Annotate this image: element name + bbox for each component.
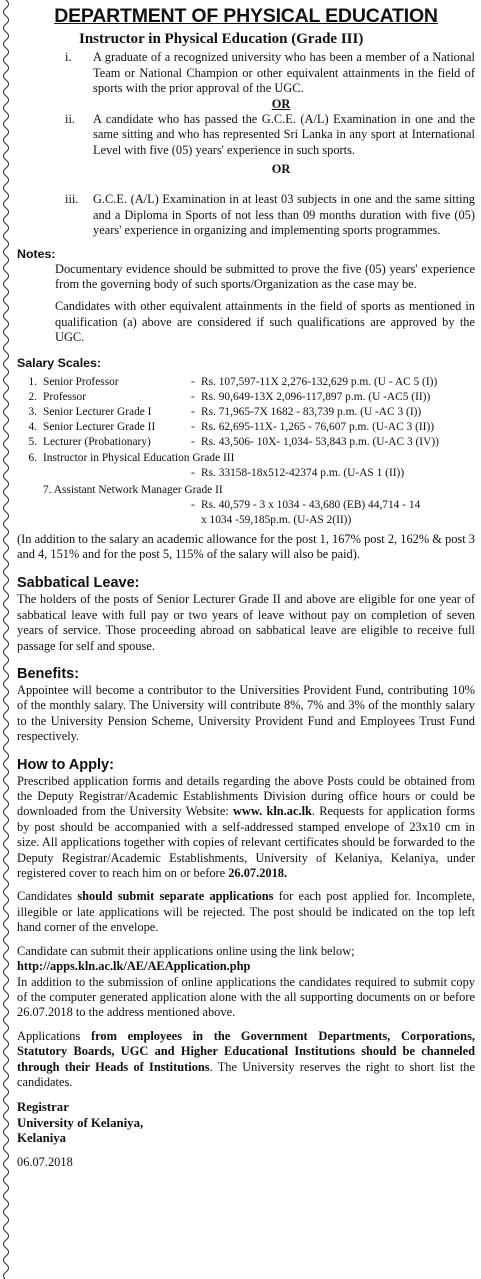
salary-row: 3. Senior Lecturer Grade I - Rs. 71,965-7X 1682 - 83,739 p.m. (U -AC 3 (I))	[28, 405, 422, 418]
salary-row-continued: x 1034 -59,185p.m. (U-AS 2(II))	[201, 514, 352, 527]
university-website: www. kln.ac.lk	[232, 804, 312, 819]
or-separator: OR	[271, 162, 291, 176]
post-title: Instructor in Physical Education (Grade III)	[79, 31, 364, 47]
signatory-institution: University of Kelaniya,	[17, 1115, 144, 1130]
allowance-note: (In addition to the salary an academic allowance for the post 1, 167% post 2, 162% & post 3 and 4, 151% and for the post 5, 115% of the salary will also be paid).	[17, 531, 475, 561]
sabbatical-paragraph: The holders of the posts of Senior Lecturer Grade II and above are eligible for one year of sabbatical leave with full pay or two years of leave without pay on completion of seven years of service. Those proceeding abroad on sabbatical leave are eligible to receive full passage for self and spouse.	[17, 592, 475, 653]
department-title: DEPARTMENT OF PHYSICAL EDUCATION	[54, 5, 438, 27]
salary-row: 4. Senior Lecturer Grade II - Rs. 62,695-11X- 1,265 - 76,607 p.m. (U-AC 3 (II))	[28, 421, 435, 434]
salary-row: 5. Lecturer (Probationary) - Rs. 43,506- 10X- 1,034- 53,843 p.m. (U-AC 3 (IV))	[28, 436, 439, 449]
how-to-apply-heading: How to Apply:	[17, 756, 114, 773]
signatory-city: Kelaniya	[17, 1131, 67, 1146]
signature-block	[17, 1100, 475, 1147]
benefits-heading: Benefits:	[17, 666, 80, 682]
application-link: http://apps.kln.ac.lk/AE/AEApplication.php	[17, 959, 251, 974]
note-paragraph: Candidates with other equivalent attainments in the field of sports as mentioned in qualification (a) above are considered if such qualifications are approved by the UGC.	[55, 299, 475, 345]
salary-row: 6. Instructor in Physical Education Grade III	[28, 451, 235, 464]
page-border-decoration	[0, 0, 12, 1279]
apply-paragraph: Candidates should submit separate applications for each post applied for. Incomplete, illegible or late applications will be rejected. The post should be indicated on the top left hand corner of the envelope.	[17, 889, 476, 935]
sabbatical-heading: Sabbatical Leave:	[17, 575, 140, 592]
document-date: 06.07.2018	[17, 1154, 73, 1169]
salary-row: 7. Assistant Network Manager Grade II	[43, 483, 223, 496]
salary-row-continued: - Rs. 33158-18x512-42374 p.m. (U-AS 1 (II))	[191, 466, 405, 479]
salary-row: 1. Senior Professor - Rs. 107,597-11X 2,276-132,629 p.m. (U - AC 5 (I))	[28, 375, 438, 388]
or-separator: OR	[271, 96, 291, 111]
requirement-item: i. A graduate of a recognized university who has been a member of a National Team or National Champion or other equivalent attainments in the field of sports with the prior approval of the UGC.	[65, 50, 475, 95]
salary-row: 2. Professor - Rs. 90,649-13X 2,096-117,897 p.m. (U -AC5 (II))	[28, 390, 431, 403]
apply-paragraph: Applications from employees in the Government Departments, Corporations, Statutory Boards, UGC and Higher Educational Institutions should be channeled through their Heads of Institutions. The University reserves the right to short list the candidates.	[17, 1028, 475, 1089]
requirement-item: iii. G.C.E. (A/L) Examination in at least 03 subjects in one and the same sitting and a Diploma in Sports of not less than 09 months duration with five (05) years' experience in organizing and implementing sports programmes.	[65, 192, 475, 237]
advertisement-document	[17, 4, 475, 1170]
requirement-item: ii. A candidate who has passed the G.C.E. (A/L) Examination in one and the same sitting and who has represented Sri Lanka in any sport at International Level with five (05) years' experience in such sports.	[65, 111, 475, 157]
notes-heading: Notes:	[17, 246, 56, 261]
apply-paragraph: In addition to the submission of online applications the candidates required to submit copy of the computer generated application alone with the all supporting documents on or before 26.07.2018 to the address mentioned above.	[17, 974, 475, 1020]
salary-table	[17, 375, 475, 529]
note-paragraph: Documentary evidence should be submitted to prove the five (05) years' experience from the governing body of such sports/Organization as the case may be.	[55, 261, 475, 291]
apply-paragraph: Prescribed application forms and details regarding the above Posts could be obtained from the Deputy Registrar/Academic Establishments Division during office hours or could be downloaded from the University Website: www. kln.ac.lk. Requests for application forms by post should be accompanied with a self-addressed stamped envelope of 23x10 cm in size. All applications together with copies of relevant certificates should be forwarded to the Deputy Registrar/Academic Establishments, University of Kelaniya, Kelaniya, under registered cover to reach him on or before 26.07.2018.	[17, 773, 475, 881]
closing-date: 26.07.2018.	[228, 866, 288, 881]
benefits-paragraph: Appointee will become a contributor to the Universities Provident Fund, contributing 10% of the monthly salary. The University will contribute 8%, 7% and 3% of the monthly salary to the University Pension Scheme, University Provident Fund and Employees Trust Fund respectively.	[17, 683, 475, 744]
salary-row-continued: - Rs. 40,579 - 3 x 1034 - 43,680 (EB) 44,714 - 14	[191, 499, 421, 512]
salary-heading: Salary Scales:	[17, 355, 102, 370]
signatory-title: Registrar	[17, 1100, 69, 1115]
apply-online-intro: Candidate can submit their applications online using the link below;	[17, 943, 355, 958]
